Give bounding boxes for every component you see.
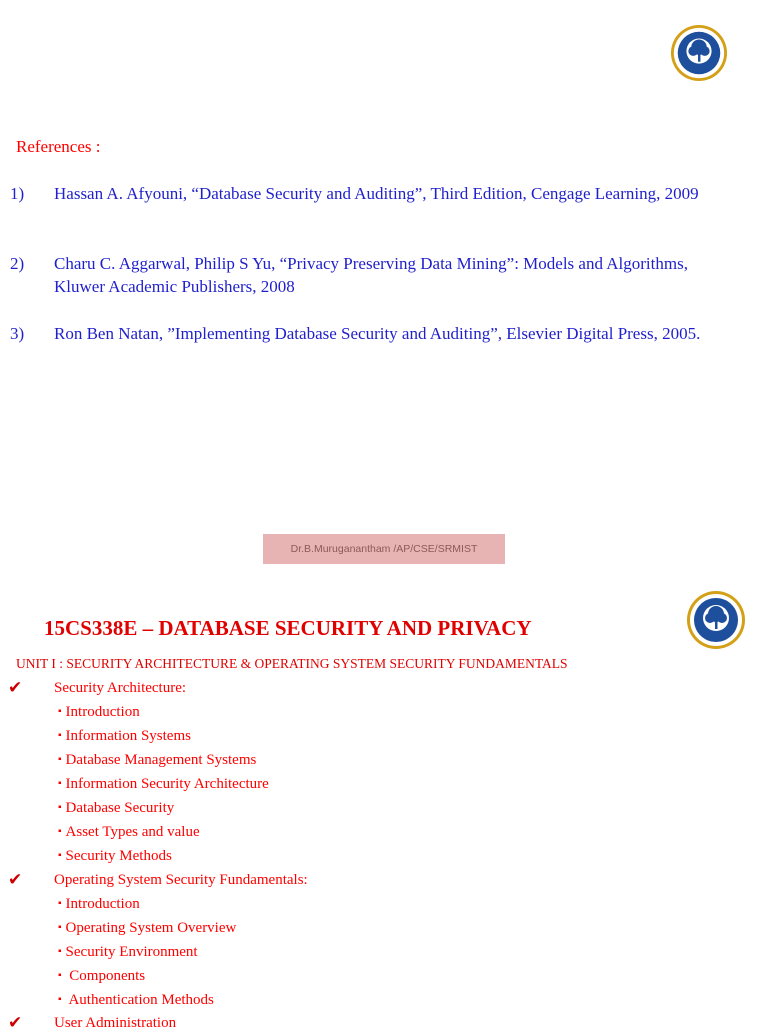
list-item: ▪ Information Systems	[58, 728, 191, 744]
square-bullet-icon: ▪	[58, 946, 62, 957]
reference-text: Ron Ben Natan, ”Implementing Database Security and Auditing”, Elsevier Digital Press, 2005.	[54, 324, 701, 343]
reference-number: 2)	[10, 254, 25, 273]
list-item: ▪ Database Security	[58, 800, 175, 816]
square-bullet-icon: ▪	[58, 970, 62, 981]
section-title: Security Architecture:	[54, 680, 187, 696]
square-bullet-icon: ▪	[58, 850, 62, 861]
list-item: ▪ Information Security Architecture	[58, 776, 269, 792]
checkmark-icon: ✔	[8, 1013, 23, 1032]
square-bullet-icon: ▪	[58, 922, 62, 933]
square-bullet-icon: ▪	[58, 754, 62, 765]
course-title: 15CS338E – DATABASE SECURITY AND PRIVACY	[44, 616, 532, 640]
list-item: ▪ Database Management Systems	[58, 752, 257, 768]
list-item: ▪ Introduction	[58, 704, 140, 720]
square-bullet-icon: ▪	[58, 706, 62, 717]
slide-footer: Dr.B.Muruganantham /AP/CSE/SRMIST	[263, 534, 505, 564]
list-item: ▪ Security Environment	[58, 944, 198, 960]
square-bullet-icon: ▪	[58, 730, 62, 741]
list-item: ▪ Components	[58, 968, 146, 984]
list-item: ▪ Security Methods	[58, 848, 172, 864]
list-item: ▪ Introduction	[58, 896, 140, 912]
reference-text: Charu C. Aggarwal, Philip S Yu, “Privacy Preserving Data Mining”: Models and Algorithms, Kluwer Academic Publishers, 2008	[54, 254, 688, 296]
checkmark-icon: ✔	[8, 870, 23, 889]
reference-number: 1)	[10, 184, 25, 203]
references-heading: References :	[16, 137, 101, 156]
section-title: Operating System Security Fundamentals:	[54, 872, 308, 888]
list-item: ▪ Operating System Overview	[58, 920, 237, 936]
university-logo	[670, 24, 728, 82]
reference-number: 3)	[10, 324, 25, 343]
square-bullet-icon: ▪	[58, 994, 62, 1005]
university-logo	[686, 590, 746, 650]
checkmark-icon: ✔	[8, 678, 23, 697]
list-item: ▪ Asset Types and value	[58, 824, 200, 840]
reference-text: Hassan A. Afyouni, “Database Security and Auditing”, Third Edition, Cengage Learning, 2009	[54, 184, 699, 203]
unit-title: UNIT I : SECURITY ARCHITECTURE & OPERATING SYSTEM SECURITY FUNDAMENTALS	[16, 656, 568, 671]
square-bullet-icon: ▪	[58, 802, 62, 813]
slide-syllabus	[0, 580, 768, 1032]
square-bullet-icon: ▪	[58, 778, 62, 789]
square-bullet-icon: ▪	[58, 898, 62, 909]
square-bullet-icon: ▪	[58, 826, 62, 837]
section-title: User Administration	[54, 1015, 177, 1031]
list-item: ▪ Authentication Methods	[58, 992, 214, 1008]
